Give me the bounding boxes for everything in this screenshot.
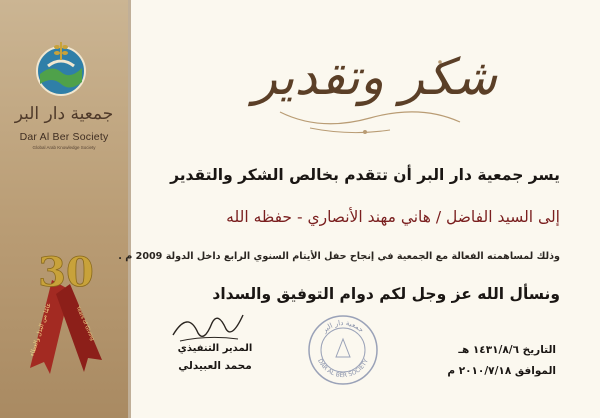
handwritten-signature <box>168 305 248 347</box>
closing-prayer-line: ونسأل الله عز وجل لكم دوام التوفيق والسداد <box>212 285 560 303</box>
date-block <box>447 340 556 382</box>
anniversary-ribbon-text-en: Years of Giving <box>74 305 96 342</box>
svg-text:جمعية دار البر <box>320 319 365 335</box>
hijri-date: التاريخ ١٤٣١/٨/٦ هـ <box>458 344 556 356</box>
certificate-line-1: يسر جمعية دار البر أن تتقدم بخالص الشكر والتقدير <box>170 166 560 184</box>
anniversary-number: 30 <box>38 250 94 296</box>
organization-name-arabic: جمعية دار البر <box>14 104 114 124</box>
signatory-title: المدير التنفيذي <box>177 343 253 354</box>
society-logo-icon <box>30 38 92 100</box>
stamp-text-english: DAR AL BER SOCIETY <box>316 357 370 380</box>
organization-name-english: Dar Al Ber Society <box>19 131 109 143</box>
recipient-line: إلى السيد الفاضل / هاني مهند الأنصاري - حفظه الله <box>226 208 560 226</box>
gregorian-date: الموافق ٢٠١٠/٧/١٨ م <box>447 365 556 377</box>
sidebar-divider <box>128 0 131 418</box>
contribution-line: وذلك لمساهمته الفعالة مع الجمعية في إنجاح حفل الأيتام السنوي الرابع داخل الدولة 2009 م . <box>118 251 560 262</box>
anniversary-ribbon <box>22 250 110 375</box>
stamp-text-arabic: جمعية دار البر <box>320 318 366 335</box>
official-stamp <box>306 313 380 387</box>
anniversary-ribbon-text: عامًا من البذل والعطاء <box>28 301 53 358</box>
certificate-title-text: شكر وتقدير <box>252 48 498 106</box>
signatory-name: محمد العبيدلي <box>178 360 252 372</box>
certificate-title <box>250 32 500 142</box>
organization-tagline: Global Arab Knowledge Society <box>32 145 96 150</box>
signature-block <box>150 305 280 410</box>
